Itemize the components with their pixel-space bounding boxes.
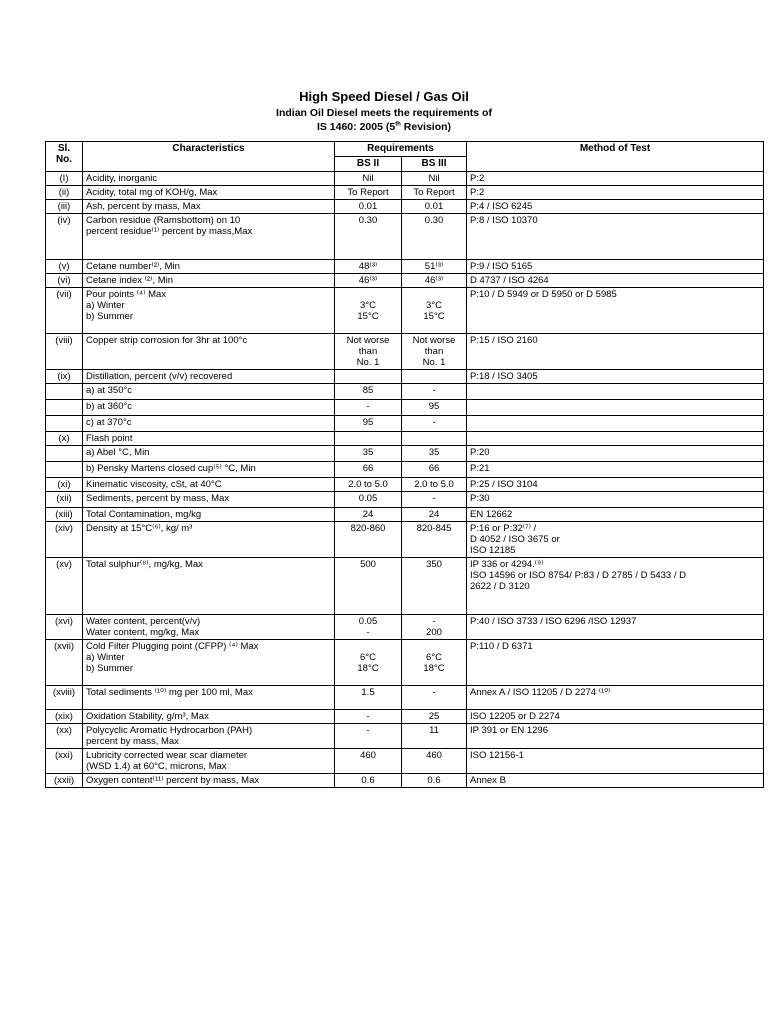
row-sl: (ii)	[46, 186, 83, 200]
table-row	[46, 522, 764, 558]
row-bs3: 35	[402, 446, 467, 462]
row-characteristic: Acidity, total mg of KOH/g, Max	[83, 186, 335, 200]
row-bs2: 0.01	[335, 200, 402, 214]
row-bs3: -	[402, 416, 467, 432]
row-characteristic: Kinematic viscosity, cSt, at 40°C	[83, 478, 335, 492]
row-bs2: 3°C 15°C	[335, 288, 402, 334]
row-characteristic: Distillation, percent (v/v) recovered	[83, 370, 335, 384]
row-sl: (xii)	[46, 492, 83, 508]
table-row	[46, 370, 764, 384]
row-bs3: 0.6	[402, 774, 467, 788]
row-characteristic: Cetane number⁽²⁾, Min	[83, 260, 335, 274]
row-bs2: -	[335, 710, 402, 724]
table-row	[46, 492, 764, 508]
row-method: P:16 or P:32⁽⁷⁾ / D 4052 / ISO 3675 or ISO 12185	[467, 522, 764, 558]
row-bs2: 48⁽³⁾	[335, 260, 402, 274]
row-bs2: Nil	[335, 172, 402, 186]
row-bs3: 3°C 15°C	[402, 288, 467, 334]
row-bs2: 2.0 to 5.0	[335, 478, 402, 492]
row-method: P:4 / ISO 6245	[467, 200, 764, 214]
table-row	[46, 274, 764, 288]
row-bs3: 95	[402, 400, 467, 416]
row-sl: (iii)	[46, 200, 83, 214]
row-characteristic: Acidity, inorganic	[83, 172, 335, 186]
row-sl	[46, 400, 83, 416]
row-method: D 4737 / ISO 4264	[467, 274, 764, 288]
row-bs3: 66	[402, 462, 467, 478]
row-characteristic: a) at 350°c	[83, 384, 335, 400]
row-bs3: Not worse than No. 1	[402, 334, 467, 370]
row-bs2: 0.30	[335, 214, 402, 260]
table-row	[46, 749, 764, 774]
row-sl	[46, 384, 83, 400]
row-sl	[46, 446, 83, 462]
row-method: P:15 / ISO 2160	[467, 334, 764, 370]
row-characteristic: Oxidation Stability, g/m³, Max	[83, 710, 335, 724]
row-method: P:21	[467, 462, 764, 478]
table-row	[46, 172, 764, 186]
table-row	[46, 384, 764, 400]
row-method: P:30	[467, 492, 764, 508]
row-bs2: 85	[335, 384, 402, 400]
row-characteristic: Density at 15°C⁽⁶⁾, kg/ m³	[83, 522, 335, 558]
row-bs3: -	[402, 492, 467, 508]
row-bs2: -	[335, 724, 402, 749]
row-characteristic: Cetane index ⁽²⁾, Min	[83, 274, 335, 288]
row-characteristic: b) Pensky Martens closed cup⁽⁵⁾ °C, Min	[83, 462, 335, 478]
row-sl: (xviii)	[46, 686, 83, 710]
row-bs3	[402, 370, 467, 384]
row-bs2: 1.5	[335, 686, 402, 710]
row-characteristic: Polycyclic Aromatic Hydrocarbon (PAH) percent by mass, Max	[83, 724, 335, 749]
table-row	[46, 432, 764, 446]
table-row	[46, 774, 764, 788]
table-row	[46, 288, 764, 334]
row-bs3: 24	[402, 508, 467, 522]
row-bs3: -	[402, 384, 467, 400]
row-bs2: 46⁽³⁾	[335, 274, 402, 288]
row-bs3: 46⁽³⁾	[402, 274, 467, 288]
row-sl: (v)	[46, 260, 83, 274]
table-row	[46, 214, 764, 260]
row-bs2: 0.05	[335, 492, 402, 508]
row-sl: (viii)	[46, 334, 83, 370]
row-characteristic: Oxygen content⁽¹¹⁾ percent by mass, Max	[83, 774, 335, 788]
row-bs2: 66	[335, 462, 402, 478]
row-characteristic: Flash point	[83, 432, 335, 446]
header-characteristics: Characteristics	[83, 142, 335, 172]
row-method	[467, 416, 764, 432]
row-method: P:20	[467, 446, 764, 462]
row-sl: (vii)	[46, 288, 83, 334]
row-bs2: To Report	[335, 186, 402, 200]
table-row	[46, 400, 764, 416]
row-bs2: 460	[335, 749, 402, 774]
row-bs2: -	[335, 400, 402, 416]
row-characteristic: Sediments, percent by mass, Max	[83, 492, 335, 508]
table-row	[46, 334, 764, 370]
row-method: EN 12662	[467, 508, 764, 522]
row-sl: (xi)	[46, 478, 83, 492]
row-bs3: 0.01	[402, 200, 467, 214]
row-bs3: 2.0 to 5.0	[402, 478, 467, 492]
row-bs3	[402, 432, 467, 446]
row-bs3: 25	[402, 710, 467, 724]
row-characteristic: Cold Filter Plugging point (CFPP) ⁽⁴⁾ Max a) Winter b) Summer	[83, 640, 335, 686]
header-requirements: Requirements	[335, 142, 467, 157]
table-row	[46, 710, 764, 724]
row-sl: (xiv)	[46, 522, 83, 558]
row-bs2: 35	[335, 446, 402, 462]
row-bs3: 51⁽³⁾	[402, 260, 467, 274]
row-bs2: 0.05 -	[335, 615, 402, 640]
row-bs2: 0.6	[335, 774, 402, 788]
row-sl: (I)	[46, 172, 83, 186]
row-characteristic: a) Abel °C, Min	[83, 446, 335, 462]
row-sl	[46, 416, 83, 432]
row-sl	[46, 462, 83, 478]
row-method: ISO 12156-1	[467, 749, 764, 774]
row-characteristic: Water content, percent(v/v) Water content, mg/kg, Max	[83, 615, 335, 640]
row-sl: (xix)	[46, 710, 83, 724]
row-bs2	[335, 370, 402, 384]
table-row	[46, 558, 764, 615]
row-sl: (xx)	[46, 724, 83, 749]
header-method: Method of Test	[467, 142, 764, 172]
row-method	[467, 384, 764, 400]
row-characteristic: Pour points ⁽⁴⁾ Max a) Winter b) Summer	[83, 288, 335, 334]
row-bs2: Not worse than No. 1	[335, 334, 402, 370]
row-sl: (xvi)	[46, 615, 83, 640]
row-bs2	[335, 432, 402, 446]
row-method: P:18 / ISO 3405	[467, 370, 764, 384]
revision-text: Revision)	[400, 121, 452, 133]
row-method: P:40 / ISO 3733 / ISO 6296 /ISO 12937	[467, 615, 764, 640]
row-sl: (xiii)	[46, 508, 83, 522]
table-row	[46, 446, 764, 462]
row-method: Annex B	[467, 774, 764, 788]
row-bs3: 820-845	[402, 522, 467, 558]
row-method: P:9 / ISO 5165	[467, 260, 764, 274]
row-sl: (iv)	[46, 214, 83, 260]
row-bs2: 6°C 18°C	[335, 640, 402, 686]
header-sl-line2: No.	[55, 154, 73, 165]
row-method: IP 336 or 4294.⁽⁹⁾ ISO 14596 or ISO 8754/ P:83 / D 2785 / D 5433 / D 2622 / D 3120	[467, 558, 764, 615]
row-method: ISO 12205 or D 2274	[467, 710, 764, 724]
row-characteristic: Lubricity corrected wear scar diameter (WSD 1.4) at 60°C, microns, Max	[83, 749, 335, 774]
table-row	[46, 508, 764, 522]
header-sl-line1: Sl.	[57, 143, 71, 154]
specification-table	[45, 141, 764, 788]
table-row	[46, 186, 764, 200]
table-row	[46, 724, 764, 749]
row-method: P:2	[467, 172, 764, 186]
table-row	[46, 478, 764, 492]
row-characteristic: Total Contamination, mg/kg	[83, 508, 335, 522]
standard-text: IS 1460: 2005 (5	[316, 121, 396, 133]
revision-ordinal: th	[395, 121, 401, 128]
table-row	[46, 615, 764, 640]
header-sl-no	[46, 142, 83, 172]
table-row	[46, 686, 764, 710]
row-bs2: 95	[335, 416, 402, 432]
row-bs3: - 200	[402, 615, 467, 640]
row-method: IP 391 or EN 1296	[467, 724, 764, 749]
document-title: High Speed Diesel / Gas Oil	[299, 89, 469, 104]
row-method: Annex A / ISO 11205 / D 2274 ⁽¹⁰⁾	[467, 686, 764, 710]
row-sl: (xv)	[46, 558, 83, 615]
row-method: P:8 / ISO 10370	[467, 214, 764, 260]
row-bs3: 0.30	[402, 214, 467, 260]
row-method	[467, 400, 764, 416]
row-characteristic: c) at 370°c	[83, 416, 335, 432]
row-bs2: 820-860	[335, 522, 402, 558]
row-method	[467, 432, 764, 446]
row-characteristic: Ash, percent by mass, Max	[83, 200, 335, 214]
row-bs3: 11	[402, 724, 467, 749]
row-characteristic: Carbon residue (Ramsbottom) on 10 percent residue⁽¹⁾ percent by mass,Max	[83, 214, 335, 260]
table-row	[46, 260, 764, 274]
standard-reference	[0, 121, 768, 133]
table-body	[46, 172, 764, 788]
row-sl: (vi)	[46, 274, 83, 288]
row-bs3: To Report	[402, 186, 467, 200]
row-bs3: 460	[402, 749, 467, 774]
row-characteristic: Total sediments ⁽¹⁰⁾ mg per 100 ml, Max	[83, 686, 335, 710]
document-subtitle: Indian Oil Diesel meets the requirements of	[276, 107, 492, 119]
row-method: P:25 / ISO 3104	[467, 478, 764, 492]
table-row	[46, 200, 764, 214]
row-sl: (xxi)	[46, 749, 83, 774]
row-bs2: 500	[335, 558, 402, 615]
row-sl: (ix)	[46, 370, 83, 384]
row-bs3: -	[402, 686, 467, 710]
row-characteristic: Total sulphur⁽⁸⁾, mg/kg, Max	[83, 558, 335, 615]
row-method: P:110 / D 6371	[467, 640, 764, 686]
row-sl: (x)	[46, 432, 83, 446]
row-characteristic: Copper strip corrosion for 3hr at 100°c	[83, 334, 335, 370]
row-sl: (xxii)	[46, 774, 83, 788]
table-row	[46, 640, 764, 686]
row-characteristic: b) at 360°c	[83, 400, 335, 416]
table-row	[46, 462, 764, 478]
header-bs2: BS II	[335, 157, 402, 172]
header-bs3: BS III	[402, 157, 467, 172]
table-row	[46, 416, 764, 432]
row-method: P:10 / D 5949 or D 5950 or D 5985	[467, 288, 764, 334]
row-bs3: 350	[402, 558, 467, 615]
row-sl: (xvii)	[46, 640, 83, 686]
row-bs2: 24	[335, 508, 402, 522]
row-bs3: 6°C 18°C	[402, 640, 467, 686]
row-bs3: Nil	[402, 172, 467, 186]
row-method: P:2	[467, 186, 764, 200]
